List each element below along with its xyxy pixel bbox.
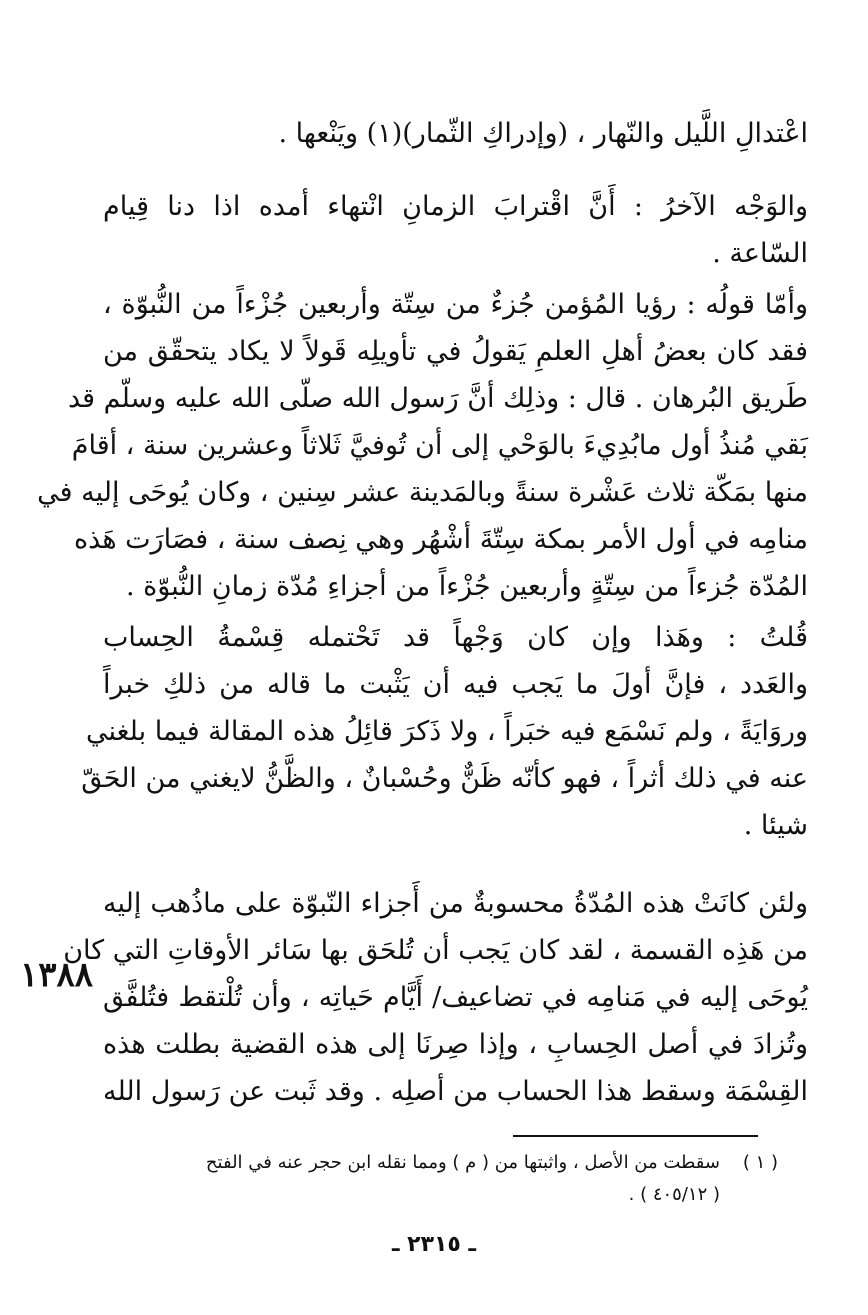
paragraph-4	[81, 614, 808, 849]
paragraph-1	[103, 110, 808, 157]
text-line: وروَايَةً ، ولم نَسْمَع فيه خبَراً ، ولا ذَكرَ قائِلُ هذه المقالة فيما بلغني	[86, 716, 808, 747]
paragraph-3	[37, 281, 808, 610]
text-line: قُلتُ : وهَذا وإن كان وَجْهاً قد تَحْتمله قِسْمةُ الحِساب	[103, 622, 808, 653]
footnotes	[88, 1147, 778, 1211]
text-line: وتُزادَ في أصل الحِسابِ ، وإذا صِرنَا إلى هذه القضية بطلت هذه	[103, 1029, 808, 1060]
text-line: منها بمَكّة ثلاث عَشْرة سنةً وبالمَدينة عشر سِنين ، وكان يُوحَى إليه في	[37, 477, 808, 508]
footnote-text	[88, 1147, 720, 1211]
text-line: فقد كان بعضُ أهلِ العلمِ يَقولُ في تأويلِه قَولاً لا يكاد يتحقّق من	[103, 336, 808, 367]
text-line: منامِه في أول الأمر بمكة سِتّةَ أشْهُر وهي نِصف سنة ، فصَارَت هَذه	[74, 524, 808, 555]
text-line: والعَدد ، فإنَّ أولَ ما يَجب فيه أن يَثْبت ما قاله من ذلكِ خبراً	[103, 669, 808, 700]
text-line: طَريق البُرهان . قال : وذلِك أنَّ رَسول الله صلّى الله عليه وسلّم قد	[67, 383, 808, 414]
footnote-item	[88, 1147, 778, 1211]
text-line: شيئا .	[743, 810, 808, 841]
footnote-line: ( ٤٠٥/١٢ ) .	[628, 1184, 720, 1205]
text-line: من هَذِه القسمة ، لقد كان يَجب أن تُلحَق بها سَائر الأوقاتِ التي كان	[63, 935, 808, 966]
paragraph-5	[63, 880, 808, 1115]
text-line: يُوحَى إليه في مَنامِه في تضاعيف/ أَيَّام حَياتِه ، وأن تُلْتقط فتُلفَّق	[103, 982, 808, 1013]
text-line: بَقي مُنذُ أول مابُدِيءَ بالوَحْي إلى أن تُوفيَّ ثَلاثاً وعشرين سنة ، أقامَ	[71, 430, 808, 461]
text-line: وأمّا قولُه : رؤيا المُؤمن جُزءٌ من سِتّة وأربعين جُزْءاً من النُّبوّة ،	[103, 289, 808, 320]
footnote-line: سقطت من الأصل ، واثبتها من ( م ) ومما نقله ابن حجر عنه في الفتح	[205, 1152, 720, 1173]
text-line: السّاعة .	[712, 238, 808, 269]
margin-page-reference: ١٣٨٨	[20, 955, 94, 995]
text-line: اعْتدالِ اللَّيل والنّهار ، (وإدراكِ الثّمار)(١) ويَنْعها .	[278, 118, 808, 149]
text-line: والوَجْه الآخرُ : أَنَّ اقْترابَ الزمانِ انْتهاء أمده اذا دنا قِيام	[103, 191, 808, 222]
page-number: ـ ٢٣١٥ ـ	[391, 1232, 477, 1257]
paragraph-2	[103, 183, 808, 277]
text-line: ولئن كانَتْ هذه المُدّةُ محسوبةٌ من أَجزاء النّبوّة على ماذُهب إليه	[103, 888, 808, 919]
text-line: القِسْمَة وسقط هذا الحساب من أصلِه . وقد ثَبت عن رَسول الله	[103, 1076, 808, 1107]
footnote-separator	[513, 1135, 758, 1137]
footnote-marker: ( ١ )	[742, 1152, 778, 1173]
text-line: عنه في ذلك أثراً ، فهو كأنّه ظَنٌّ وحُسْبانٌ ، والظَّنُّ لايغني من الحَقّ	[81, 763, 808, 794]
text-line: المُدّة جُزءاً من سِتّةٍ وأربعين جُزْءاً من أجزاءِ مُدّة زمانِ النُّبوّة .	[125, 571, 808, 602]
